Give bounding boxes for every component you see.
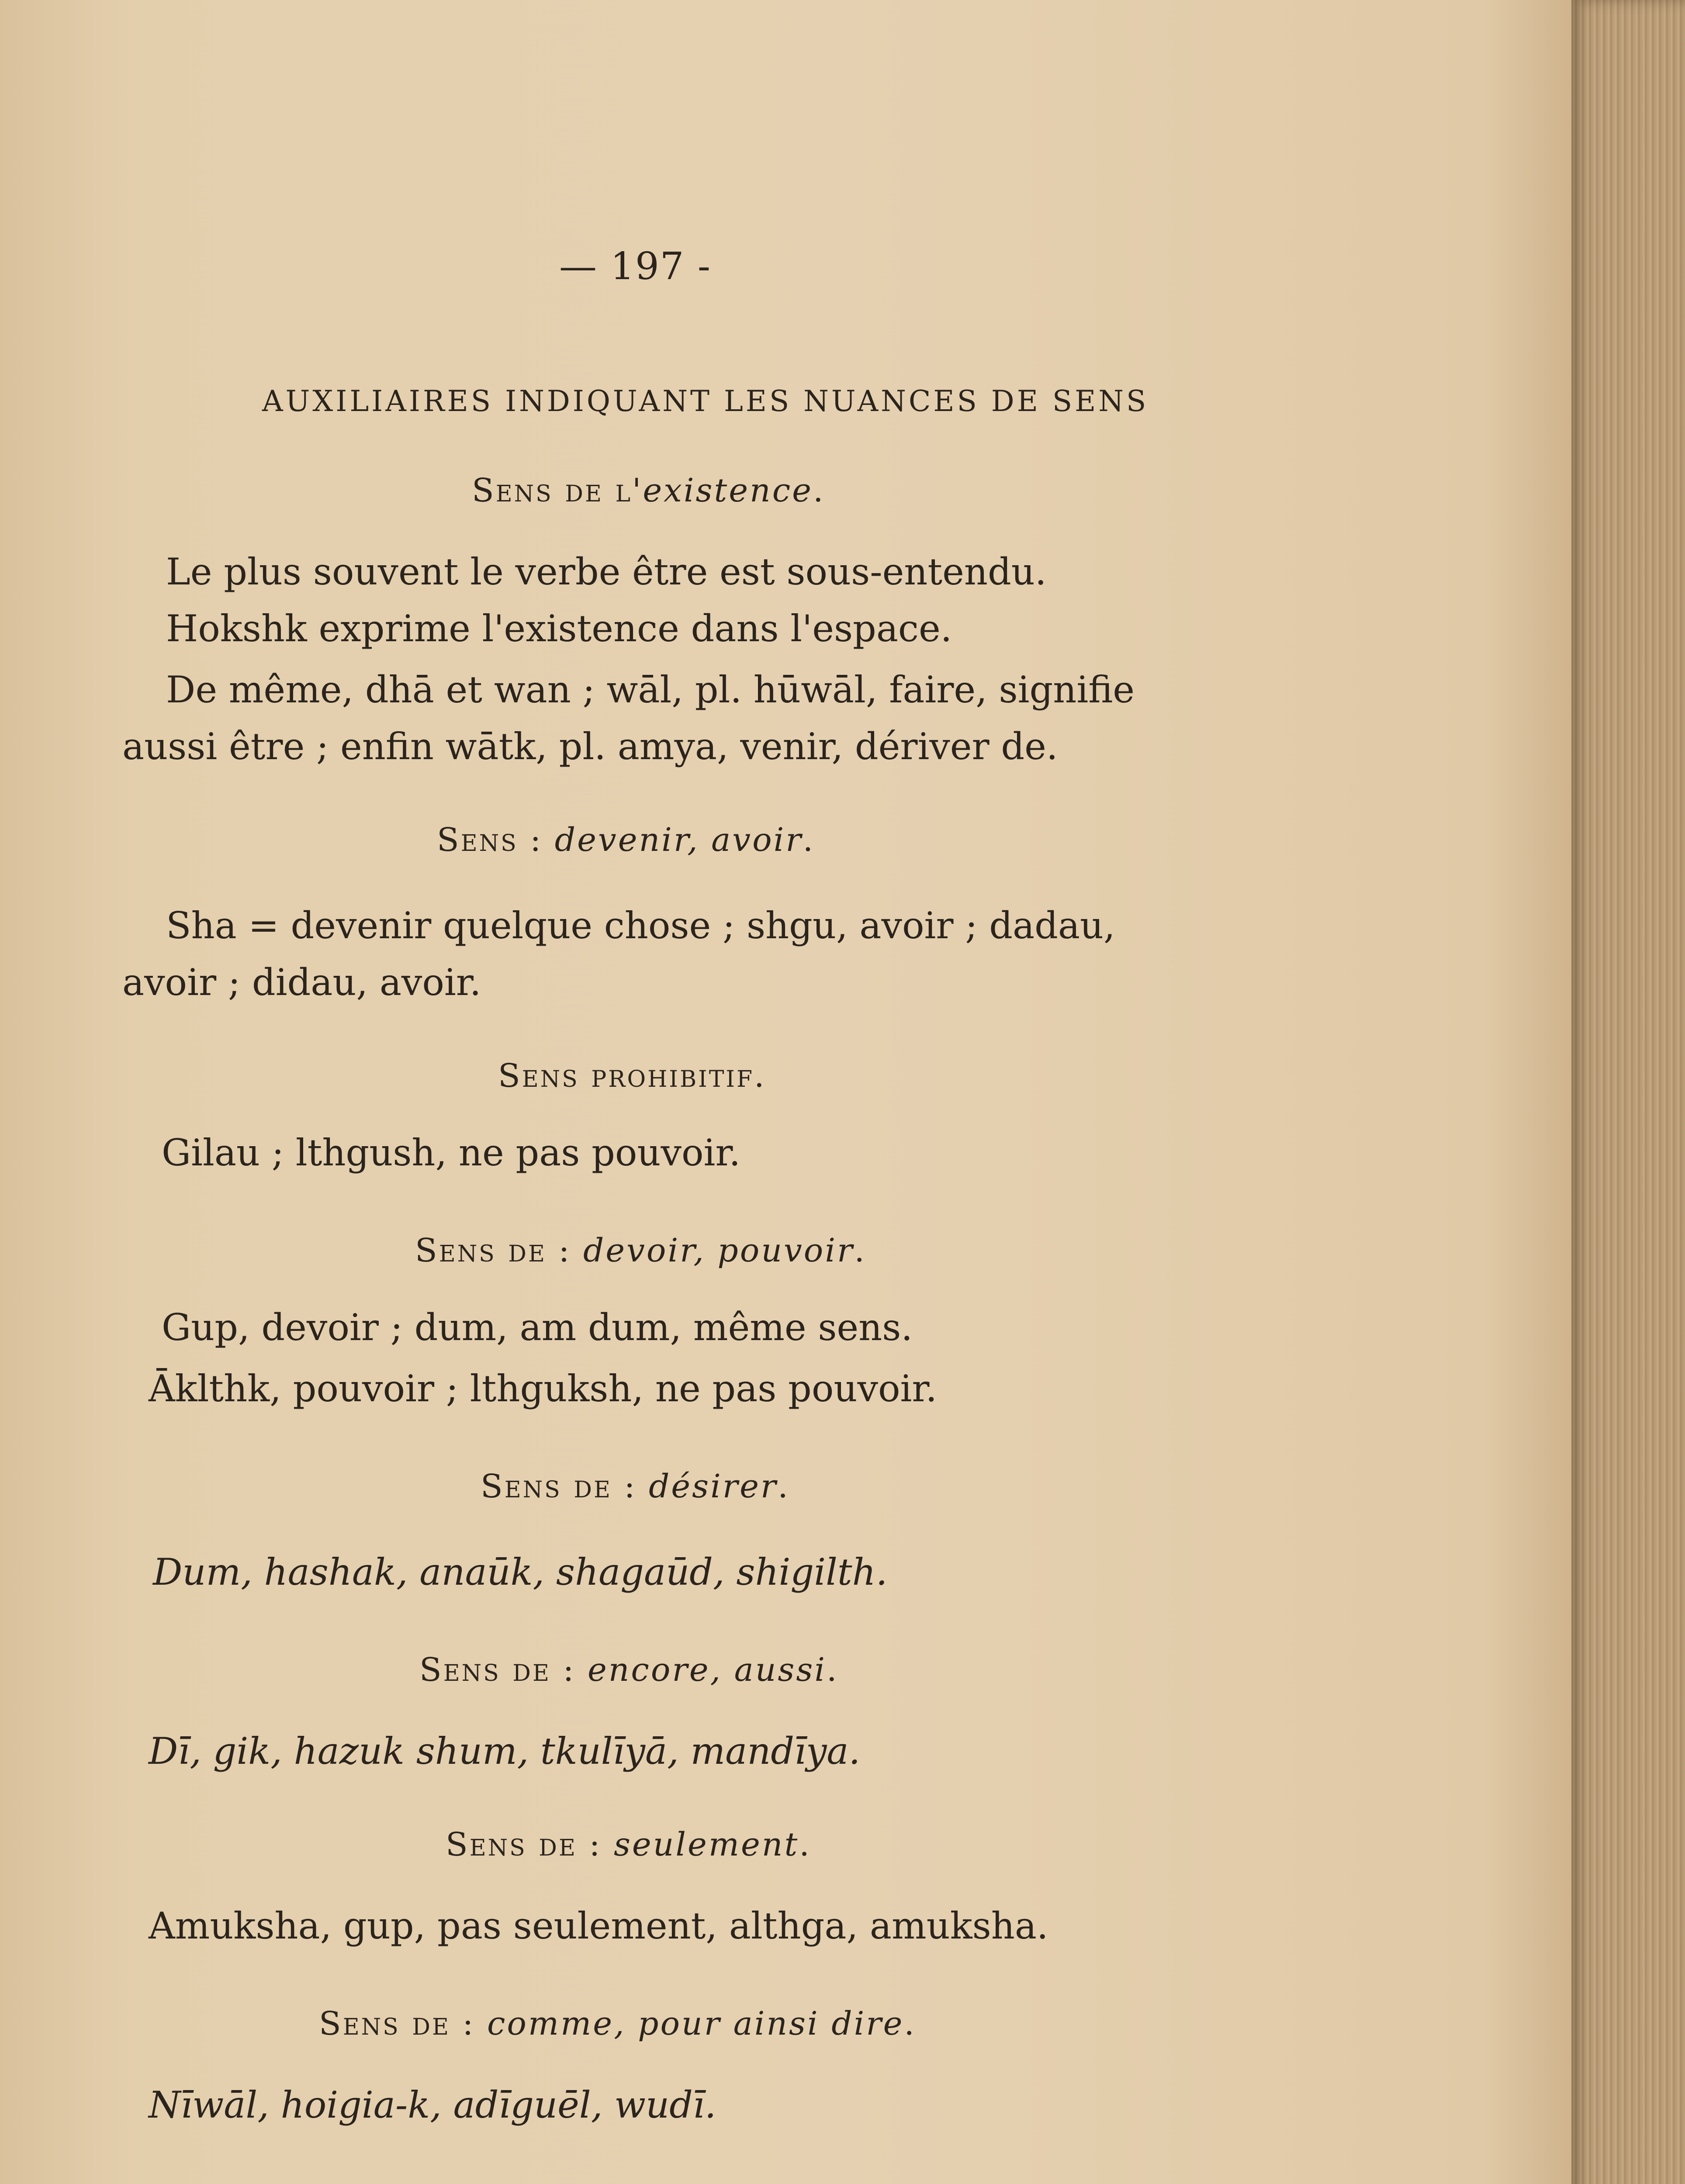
paragraph-line: Āklthk, pouvoir ; lthguksh, ne pas pouvoir. — [149, 1367, 938, 1410]
section-title: AUXILIAIRES INDIQUANT LES NUANCES DE SENS — [262, 384, 1149, 418]
paragraph-line: Sha = devenir quelque chose ; shgu, avoir ; dadau, — [166, 904, 1115, 947]
paragraph-line: Dī, gik, hazuk shum, tkulīyā, mandīya. — [149, 1730, 861, 1773]
paragraph-line: De même, dhā et wan ; wāl, pl. hūwāl, faire, signifie — [166, 668, 1135, 711]
paragraph-line: aussi être ; enfin wātk, pl. amya, venir, dériver de. — [122, 725, 1058, 768]
heading-prohibitif: Sens prohibitif. — [498, 1057, 766, 1095]
heading-encore: Sens de : encore, aussi. — [419, 1651, 839, 1689]
page-edge — [1571, 0, 1685, 2184]
paragraph-line: Nīwāl, hoigia-k, adīguēl, wudī. — [149, 2084, 716, 2126]
heading-devoir: Sens de : devoir, pouvoir. — [415, 1232, 866, 1269]
paragraph-line: avoir ; didau, avoir. — [122, 961, 481, 1004]
paragraph-line: Amuksha, gup, pas seulement, althga, amuksha. — [149, 1904, 1048, 1947]
paragraph-line: Le plus souvent le verbe être est sous-entendu. — [166, 550, 1047, 593]
heading-comme: Sens de : comme, pour ainsi dire. — [319, 2005, 916, 2042]
heading-existence: Sens de l'existence. — [472, 472, 825, 509]
heading-desirer: Sens de : désirer. — [481, 1468, 790, 1505]
paragraph-line: Hokshk exprime l'existence dans l'espace. — [166, 607, 952, 650]
paragraph-line: Gup, devoir ; dum, am dum, même sens. — [162, 1306, 913, 1349]
heading-devenir: Sens : devenir, avoir. — [437, 821, 815, 859]
paragraph-line: Gilau ; lthgush, ne pas pouvoir. — [162, 1131, 741, 1174]
page-number: — 197 - — [559, 245, 711, 288]
paragraph-line: Dum, hashak, anaūk, shagaūd, shigilth. — [153, 1551, 888, 1593]
heading-seulement: Sens de : seulement. — [446, 1826, 811, 1863]
